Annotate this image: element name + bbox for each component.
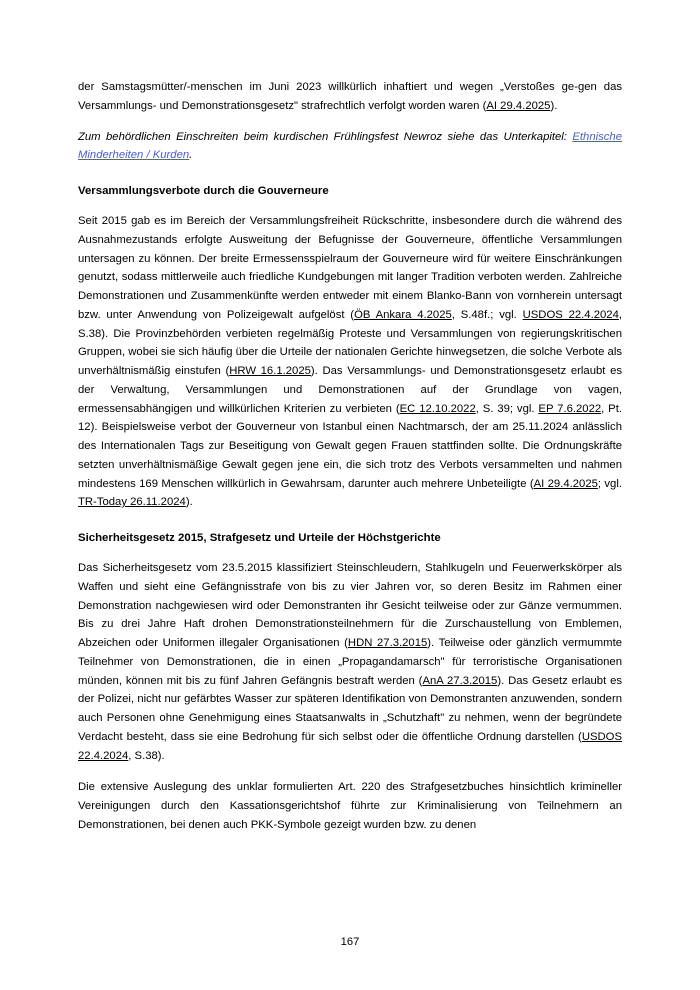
text-run: .	[189, 149, 193, 162]
paragraph	[78, 559, 622, 765]
text-run: Die extensive Auslegung des unklar formulierten Art. 220 des Strafgesetzbuches hinsichtlich krimineller Vereinigungen durch den Kassationsgerichtshof führte zur Kriminalisierung von Teilnehmern an Demonstrationen, bei denen auch PKK-Symbole gezeigt wurden bzw. zu denen	[78, 781, 622, 831]
page-number: 167	[340, 936, 360, 948]
text-run: Seit 2015 gab es im Bereich der Versammlungsfreiheit Rückschritte, insbesondere durch die während des Ausnahmezustands erfolgte Ausweitung der Befugnisse der Gouverneure, öffentliche Versammlungen untersagen zu können. Der breite Ermessensspielraum der Gouverneure wird für weitere Einschränkungen genutzt, sodass mittlerweile auch friedliche Kundgebungen mit langer Tradition verboten werden. Zahlreiche Demonstrationen und Zusammenkünfte werden entweder mit einem Blanko-Bann von vornherein untersagt bzw. unter Anwendung von Polizeigewalt aufgelöst (	[78, 215, 622, 321]
text-run: ). Das Gesetz erlaubt es der Polizei, nicht nur gefärbtes Wasser zur späteren Identifikation von Demonstranten anzuwenden, sondern auch Personen ohne Genehmigung eines Staatsanwalts in „Schutzhaft" zu nehmen, wenn der begründete Verdacht besteht, dass sie eine Bedrohung für sich selbst oder die öffentliche Ordnung darstellen (	[78, 674, 623, 743]
text-run: ). Das Versammlungs- und Demonstrationsgesetz erlaubt es der Verwaltung, Versammlungen und Demonstrationen auf der Grundlage von vagen, ermessensabhängigen und willkürlichen Kriterien zu verbieten (	[78, 365, 622, 415]
source-citation: HDN 27.3.2015	[347, 637, 428, 650]
text-run: der Samstagsmütter/-menschen im Juni 2023 willkürlich inhaftiert und wegen „Verstoßes ge-gen das Versammlungs- und Demonstrationsgesetz" strafrechtlich verfolgt worden waren (	[78, 81, 622, 112]
page-content	[78, 78, 622, 835]
source-citation: AI 29.4.2025	[533, 477, 598, 490]
paragraph	[78, 212, 622, 512]
text-run: ). Teilweise oder gänzlich vermummte Teilnehmer von Demonstrationen, die in einen „Propagandamarsch" für terroristische Organisationen münden, können mit bis zu fünf Jahren Gefängnis bestraft werden (	[78, 637, 622, 687]
cross-reference-note	[78, 128, 622, 166]
source-citation: TR-Today 26.11.2024	[78, 496, 186, 509]
text-run: ; vgl.	[597, 477, 622, 490]
source-citation: AI 29.4.2025	[486, 99, 551, 112]
text-run: Zum behördlichen Einschreiten beim kurdischen Frühlingsfest Newroz siehe das Unterkapitel:	[78, 130, 573, 143]
text-run: , Pt. 12). Beispielsweise verbot der Gouverneur von Istanbul einen Nachtmarsch, der am 25.11.2024 anlässlich des Internationalen Tags zur Beseitigung von Gewalt gegen Frauen stattfinden sollte. Die Ordnungskräfte setzten unverhältnismäßige Gewalt gegen jene ein, die sich trotz des Verbots versammelten und nahmen mindestens 169 Menschen willkürlich in Gewahrsam, darunter auch mehrere Unbeteiligte (	[78, 402, 622, 490]
chapter-link[interactable]: Ethnische Minderheiten / Kurden	[78, 130, 622, 162]
text-run: , S. 39; vgl.	[475, 402, 539, 415]
text-run: ).	[185, 496, 193, 509]
source-citation: AnA 27.3.2015	[422, 674, 498, 687]
source-citation: USDOS 22.4.2024	[78, 730, 622, 762]
text-run: ).	[550, 99, 558, 112]
source-citation: HRW 16.1.2025	[229, 365, 311, 378]
paragraph	[78, 78, 622, 116]
text-run: Das Sicherheitsgesetz vom 23.5.2015 klassifiziert Steinschleudern, Stahlkugeln und Feuerwerkskörper als Waffen und sieht eine Gefängnisstrafe von bis zu vier Jahren vor, so deren Besitz im Rahmen einer Demonstration nachgewiesen wird oder Demonstranten ihr Gesicht teilweise oder zur Gänze vermummen. Bis zu drei Jahre Haft drohen Demonstrationsteilnehmern für die Zurschaustellung von Emblemen, Abzeichen oder Uniformen illegaler Organisationen (	[78, 562, 622, 650]
section-heading: Sicherheitsgesetz 2015, Strafgesetz und Urteile der Höchstgerichte	[78, 532, 441, 545]
paragraph	[78, 778, 622, 834]
text-run: , S.38). Die Provinzbehörden verbieten regelmäßig Proteste und Versammlungen von regierungskritischen Gruppen, wobei sie sich häufig über die Urteile der nationalen Gerichte hinwegsetzen, die solche Verbote als unverhältnismäßig einstufen (	[78, 308, 622, 378]
text-run: , S.38).	[128, 749, 165, 762]
source-citation: USDOS 22.4.2024	[522, 308, 619, 321]
section-heading: Versammlungsverbote durch die Gouverneure	[78, 185, 329, 197]
source-citation: ÖB Ankara 4.2025	[354, 308, 452, 321]
text-run: , S.48f.; vgl.	[451, 308, 523, 321]
source-citation: EC 12.10.2022	[399, 402, 476, 415]
source-citation: EP 7.6.2022	[538, 402, 602, 415]
